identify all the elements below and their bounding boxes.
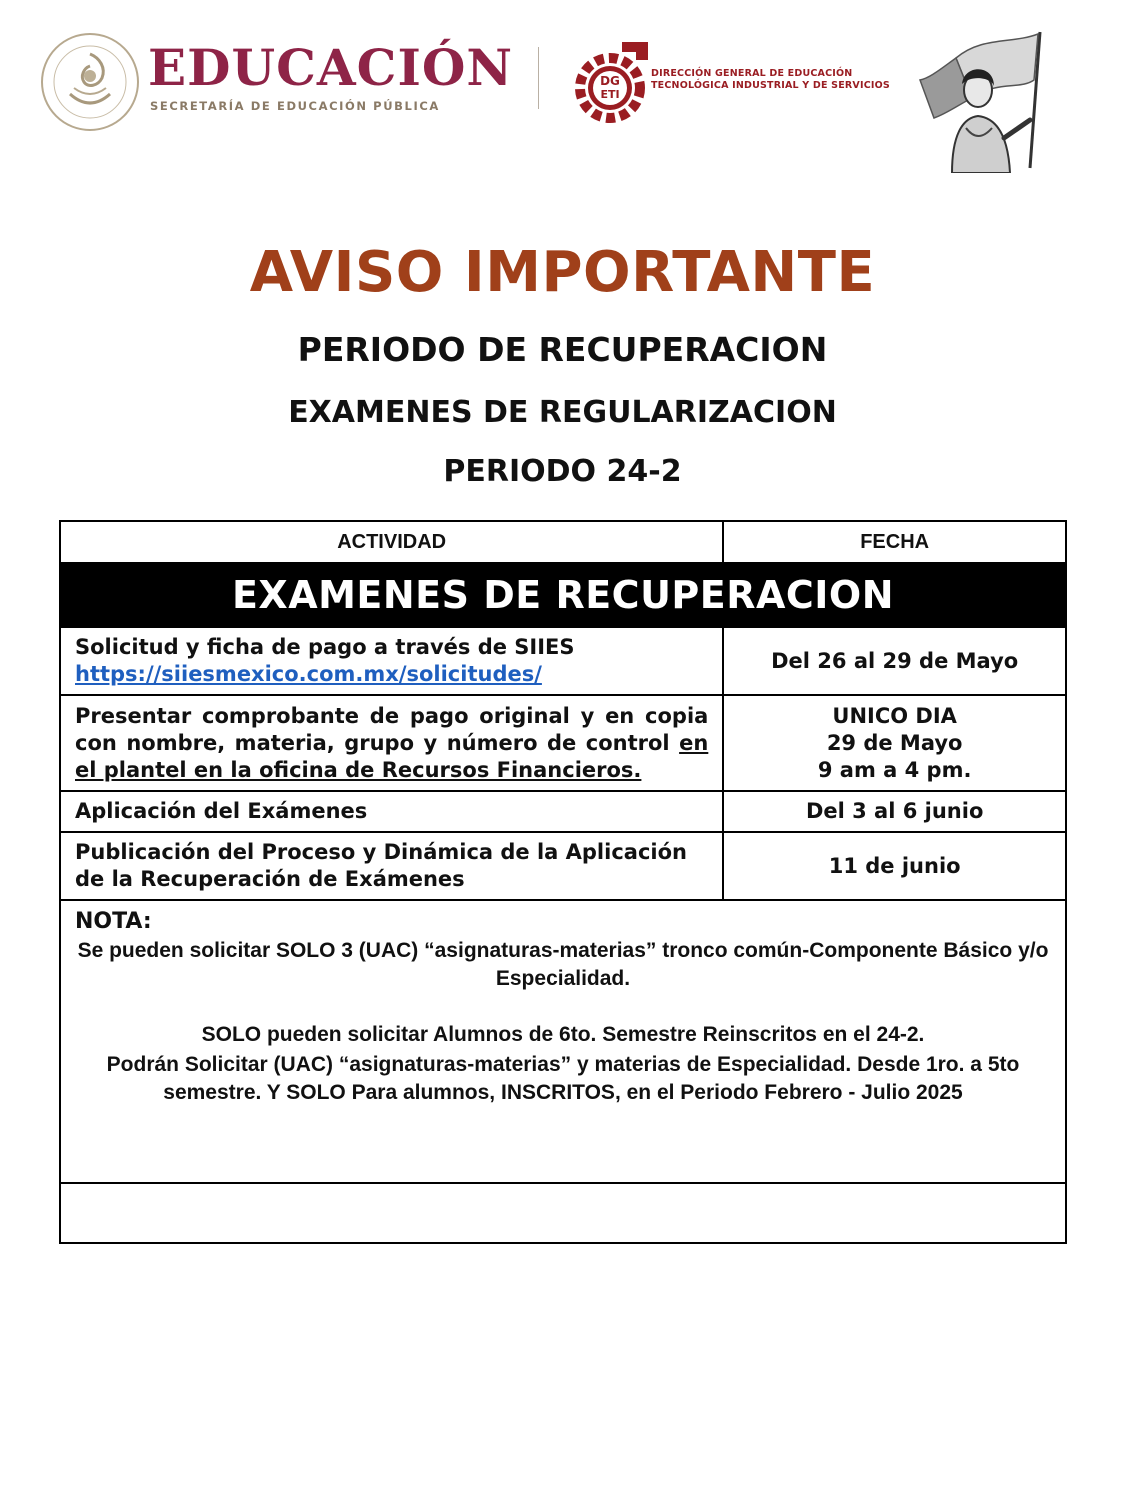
activity-text: Solicitud y ficha de pago a través de SIIES <box>75 635 575 659</box>
agency-subtitle: SECRETARÍA DE EDUCACIÓN PÚBLICA <box>150 99 440 113</box>
note-spacer <box>75 993 1051 1019</box>
header-divider <box>538 47 539 109</box>
column-header-activity: ACTIVIDAD <box>60 521 723 563</box>
page-header <box>0 0 1125 180</box>
table-row <box>60 832 1066 900</box>
section-band-row <box>60 563 1066 627</box>
empty-row <box>60 1183 1066 1243</box>
agency-title: EDUCACIÓN <box>148 38 514 97</box>
activity-text: Presentar comprobante de pago original y en copia con nombre, materia, grupo y número de control <box>75 703 709 755</box>
table-row <box>60 791 1066 832</box>
dgeti-name-line1: DIRECCIÓN GENERAL DE EDUCACIÓN <box>651 68 853 79</box>
activity-cell: Aplicación del Exámenes <box>60 791 723 832</box>
dgeti-name <box>651 68 890 92</box>
dgeti-gear-logo-icon <box>574 38 650 126</box>
table-row <box>60 627 1066 695</box>
date-line: 29 de Mayo <box>826 730 963 755</box>
siies-link[interactable]: https://siiesmexico.com.mx/solicitudes/ <box>75 662 542 686</box>
svg-text:ETI: ETI <box>600 88 620 101</box>
note-paragraph: Se pueden solicitar SOLO 3 (UAC) “asignaturas-materias” tronco común-Componente Básico y/o Especialidad. <box>77 939 1049 990</box>
subtitle-period-code: PERIODO 24-2 <box>443 454 682 489</box>
table-row <box>60 695 1066 791</box>
date-cell: Del 3 al 6 junio <box>723 791 1066 832</box>
note-paragraph: SOLO pueden solicitar Alumnos de 6to. Semestre Reinscritos en el 24-2. <box>201 1023 925 1046</box>
note-paragraph: Podrán Solicitar (UAC) “asignaturas-materias” y materias de Especialidad. Desde 1ro. a 5to semestre. Y SOLO Para alumnos, INSCRITOS, en el Periodo Febrero - Julio 2025 <box>106 1053 1020 1104</box>
empty-cell <box>60 1183 1066 1243</box>
note-label: NOTA: <box>75 909 152 934</box>
heroine-with-flag-illustration-icon <box>912 28 1057 173</box>
subtitle-recovery-period: PERIODO DE RECUPERACION <box>297 330 828 369</box>
table-header-row <box>60 521 1066 563</box>
date-cell: 11 de junio <box>723 832 1066 900</box>
date-line: UNICO DIA <box>832 703 957 728</box>
date-cell <box>723 695 1066 791</box>
svg-text:DG: DG <box>600 74 620 88</box>
notice-title: AVISO IMPORTANTE <box>249 240 876 305</box>
date-line: 9 am a 4 pm. <box>817 757 972 782</box>
section-band: EXAMENES DE RECUPERACION <box>60 563 1066 627</box>
date-cell: Del 26 al 29 de Mayo <box>723 627 1066 695</box>
activity-cell <box>60 627 723 695</box>
activity-location-text: en el plantel en la oficina de Recursos Financieros. <box>75 730 709 782</box>
activity-text: de la Recuperación de Exámenes <box>75 867 465 891</box>
activity-text: Publicación del Proceso y Dinámica de la Aplicación <box>75 840 687 864</box>
note-cell <box>60 900 1066 1183</box>
mexican-coat-of-arms-seal-icon <box>40 32 140 132</box>
schedule-table <box>59 520 1067 1244</box>
dgeti-name-line2: TECNOLÓGICA INDUSTRIAL Y DE SERVICIOS <box>651 80 890 91</box>
column-header-date: FECHA <box>723 521 1066 563</box>
note-row <box>60 900 1066 1183</box>
subtitle-regularization-exams: EXAMENES DE REGULARIZACION <box>288 395 837 430</box>
activity-cell <box>60 832 723 900</box>
activity-cell <box>60 695 723 791</box>
